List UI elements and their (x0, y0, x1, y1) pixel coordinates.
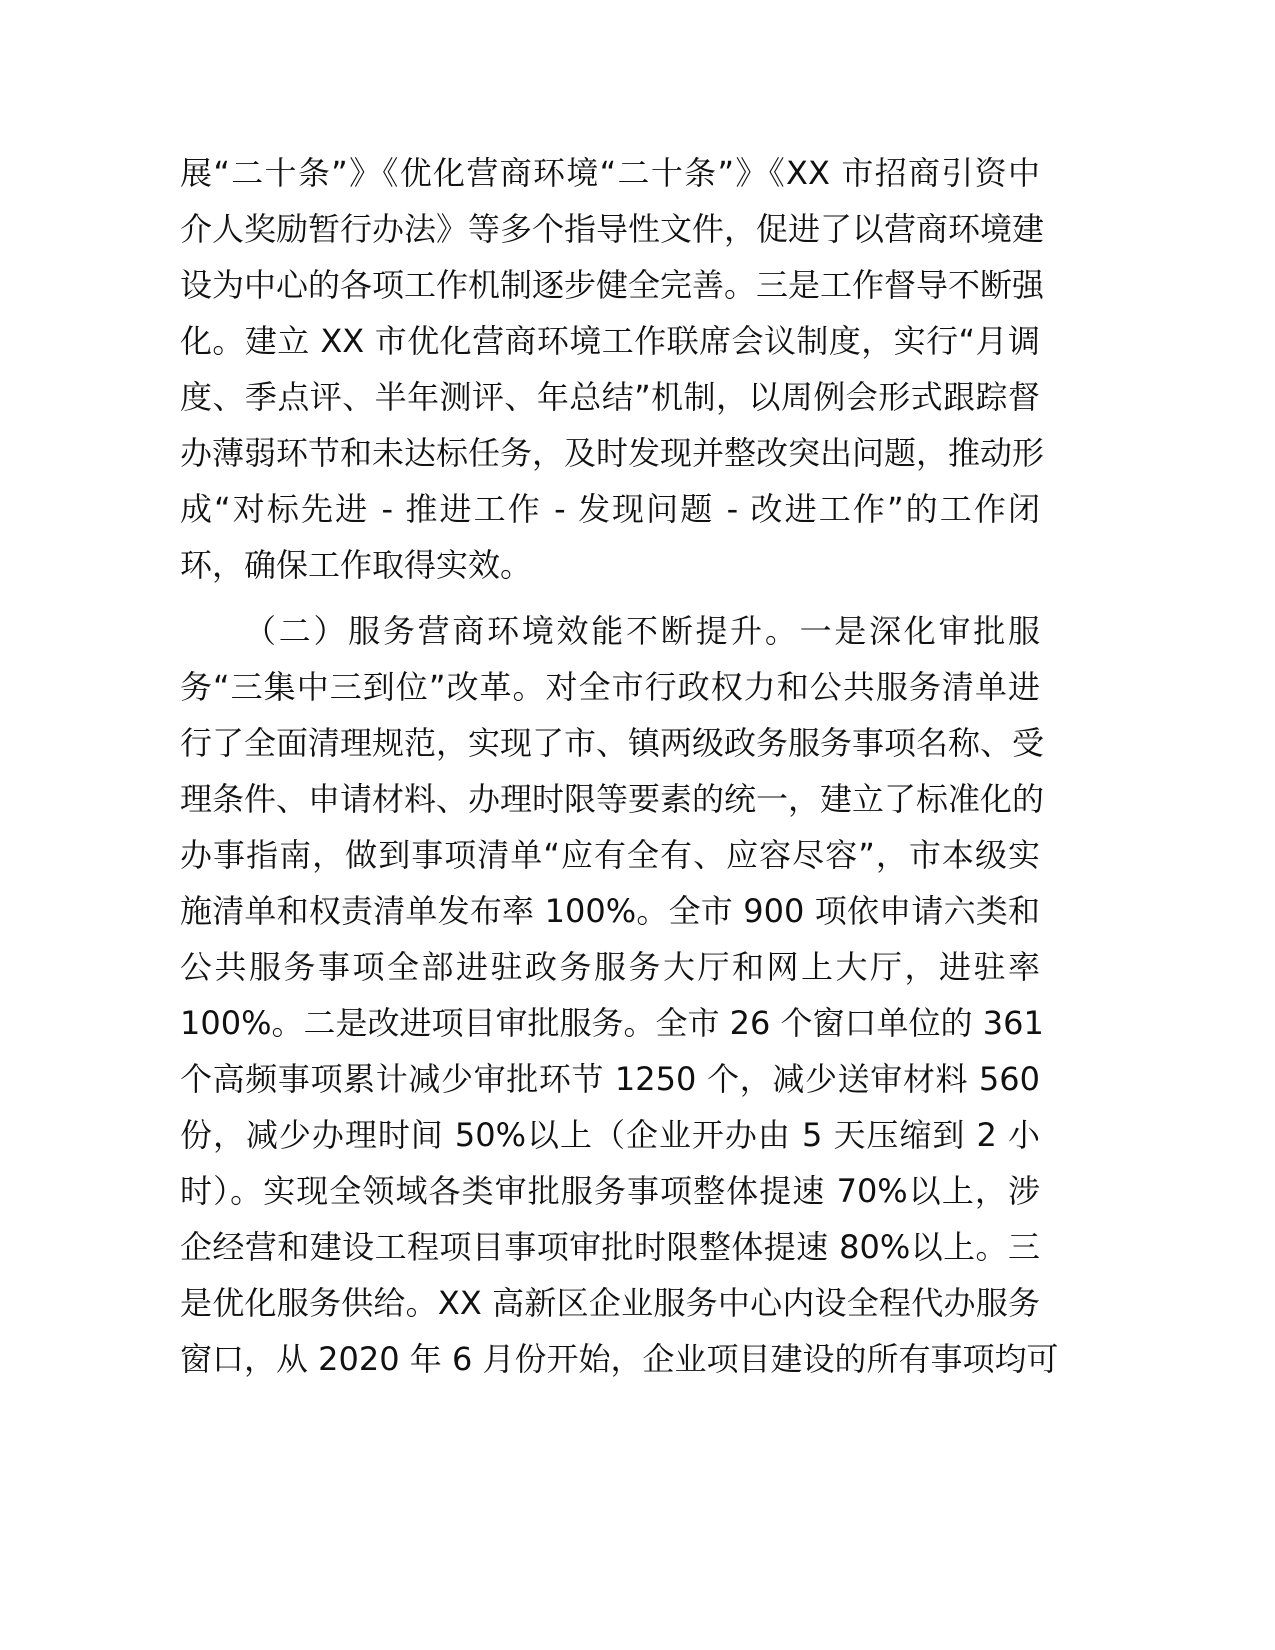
text-line: 度、季点评、半年测评、年总结”机制，以周例会形式跟踪督 (180, 378, 1040, 416)
text-line: 行了全面清理规范，实现了市、镇两级政务服务事项名称、受 (180, 724, 1045, 762)
text-line: 务“三集中三到位”改革。对全市行政权力和公共服务清单进 (180, 668, 1040, 706)
text-line: 100%。二是改进项目审批服务。全市 26 个窗口单位的 361 (180, 1004, 1044, 1042)
text-line: 成“对标先进 - 推进工作 - 发现问题 - 改进工作”的工作闭 (180, 490, 1040, 528)
text-line: 介人奖励暂行办法》等多个指导性文件，促进了以营商环境建 (180, 210, 1045, 248)
document-page (180, 145, 1059, 1387)
text-line: 施清单和权责清单发布率 100%。全市 900 项依申请六类和 (180, 892, 1040, 930)
text-line: 时）。实现全领域各类审批服务事项整体提速 70%以上，涉 (180, 1172, 1040, 1210)
text-line: 份，减少办理时间 50%以上（企业开办由 5 天压缩到 2 小 (180, 1116, 1040, 1154)
text-line: 公共服务事项全部进驻政务服务大厅和网上大厅，进驻率 (180, 948, 1040, 986)
text-line: 办薄弱环节和未达标任务，及时发现并整改突出问题，推动形 (180, 434, 1045, 472)
text-line: 个高频事项累计减少审批环节 1250 个，减少送审材料 560 (180, 1060, 1040, 1098)
text-line: 办事指南，做到事项清单“应有全有、应容尽容”，市本级实 (180, 836, 1040, 874)
text-line: 设为中心的各项工作机制逐步健全完善。三是工作督导不断强 (180, 266, 1045, 304)
paragraph-spacer (180, 593, 1040, 603)
paragraph-work-supervision (180, 145, 1045, 593)
text-line: 展“二十条”》《优化营商环境“二十条”》《XX 市招商引资中 (180, 154, 1040, 192)
text-line: 环，确保工作取得实效。 (180, 546, 533, 584)
text-line: 是优化服务供给。XX 高新区企业服务中心内设全程代办服务 (180, 1284, 1040, 1322)
section-heading-line: （二）服务营商环境效能不断提升。一是深化审批服 (244, 612, 1040, 650)
paragraph-service-efficiency (180, 603, 1059, 1387)
text-line: 化。建立 XX 市优化营商环境工作联席会议制度，实行“月调 (180, 322, 1040, 360)
text-line: 窗口，从 2020 年 6 月份开始，企业项目建设的所有事项均可 (180, 1340, 1059, 1378)
text-line: 理条件、申请材料、办理时限等要素的统一，建立了标准化的 (180, 780, 1045, 818)
text-line: 企经营和建设工程项目事项审批时限整体提速 80%以上。三 (180, 1228, 1040, 1266)
